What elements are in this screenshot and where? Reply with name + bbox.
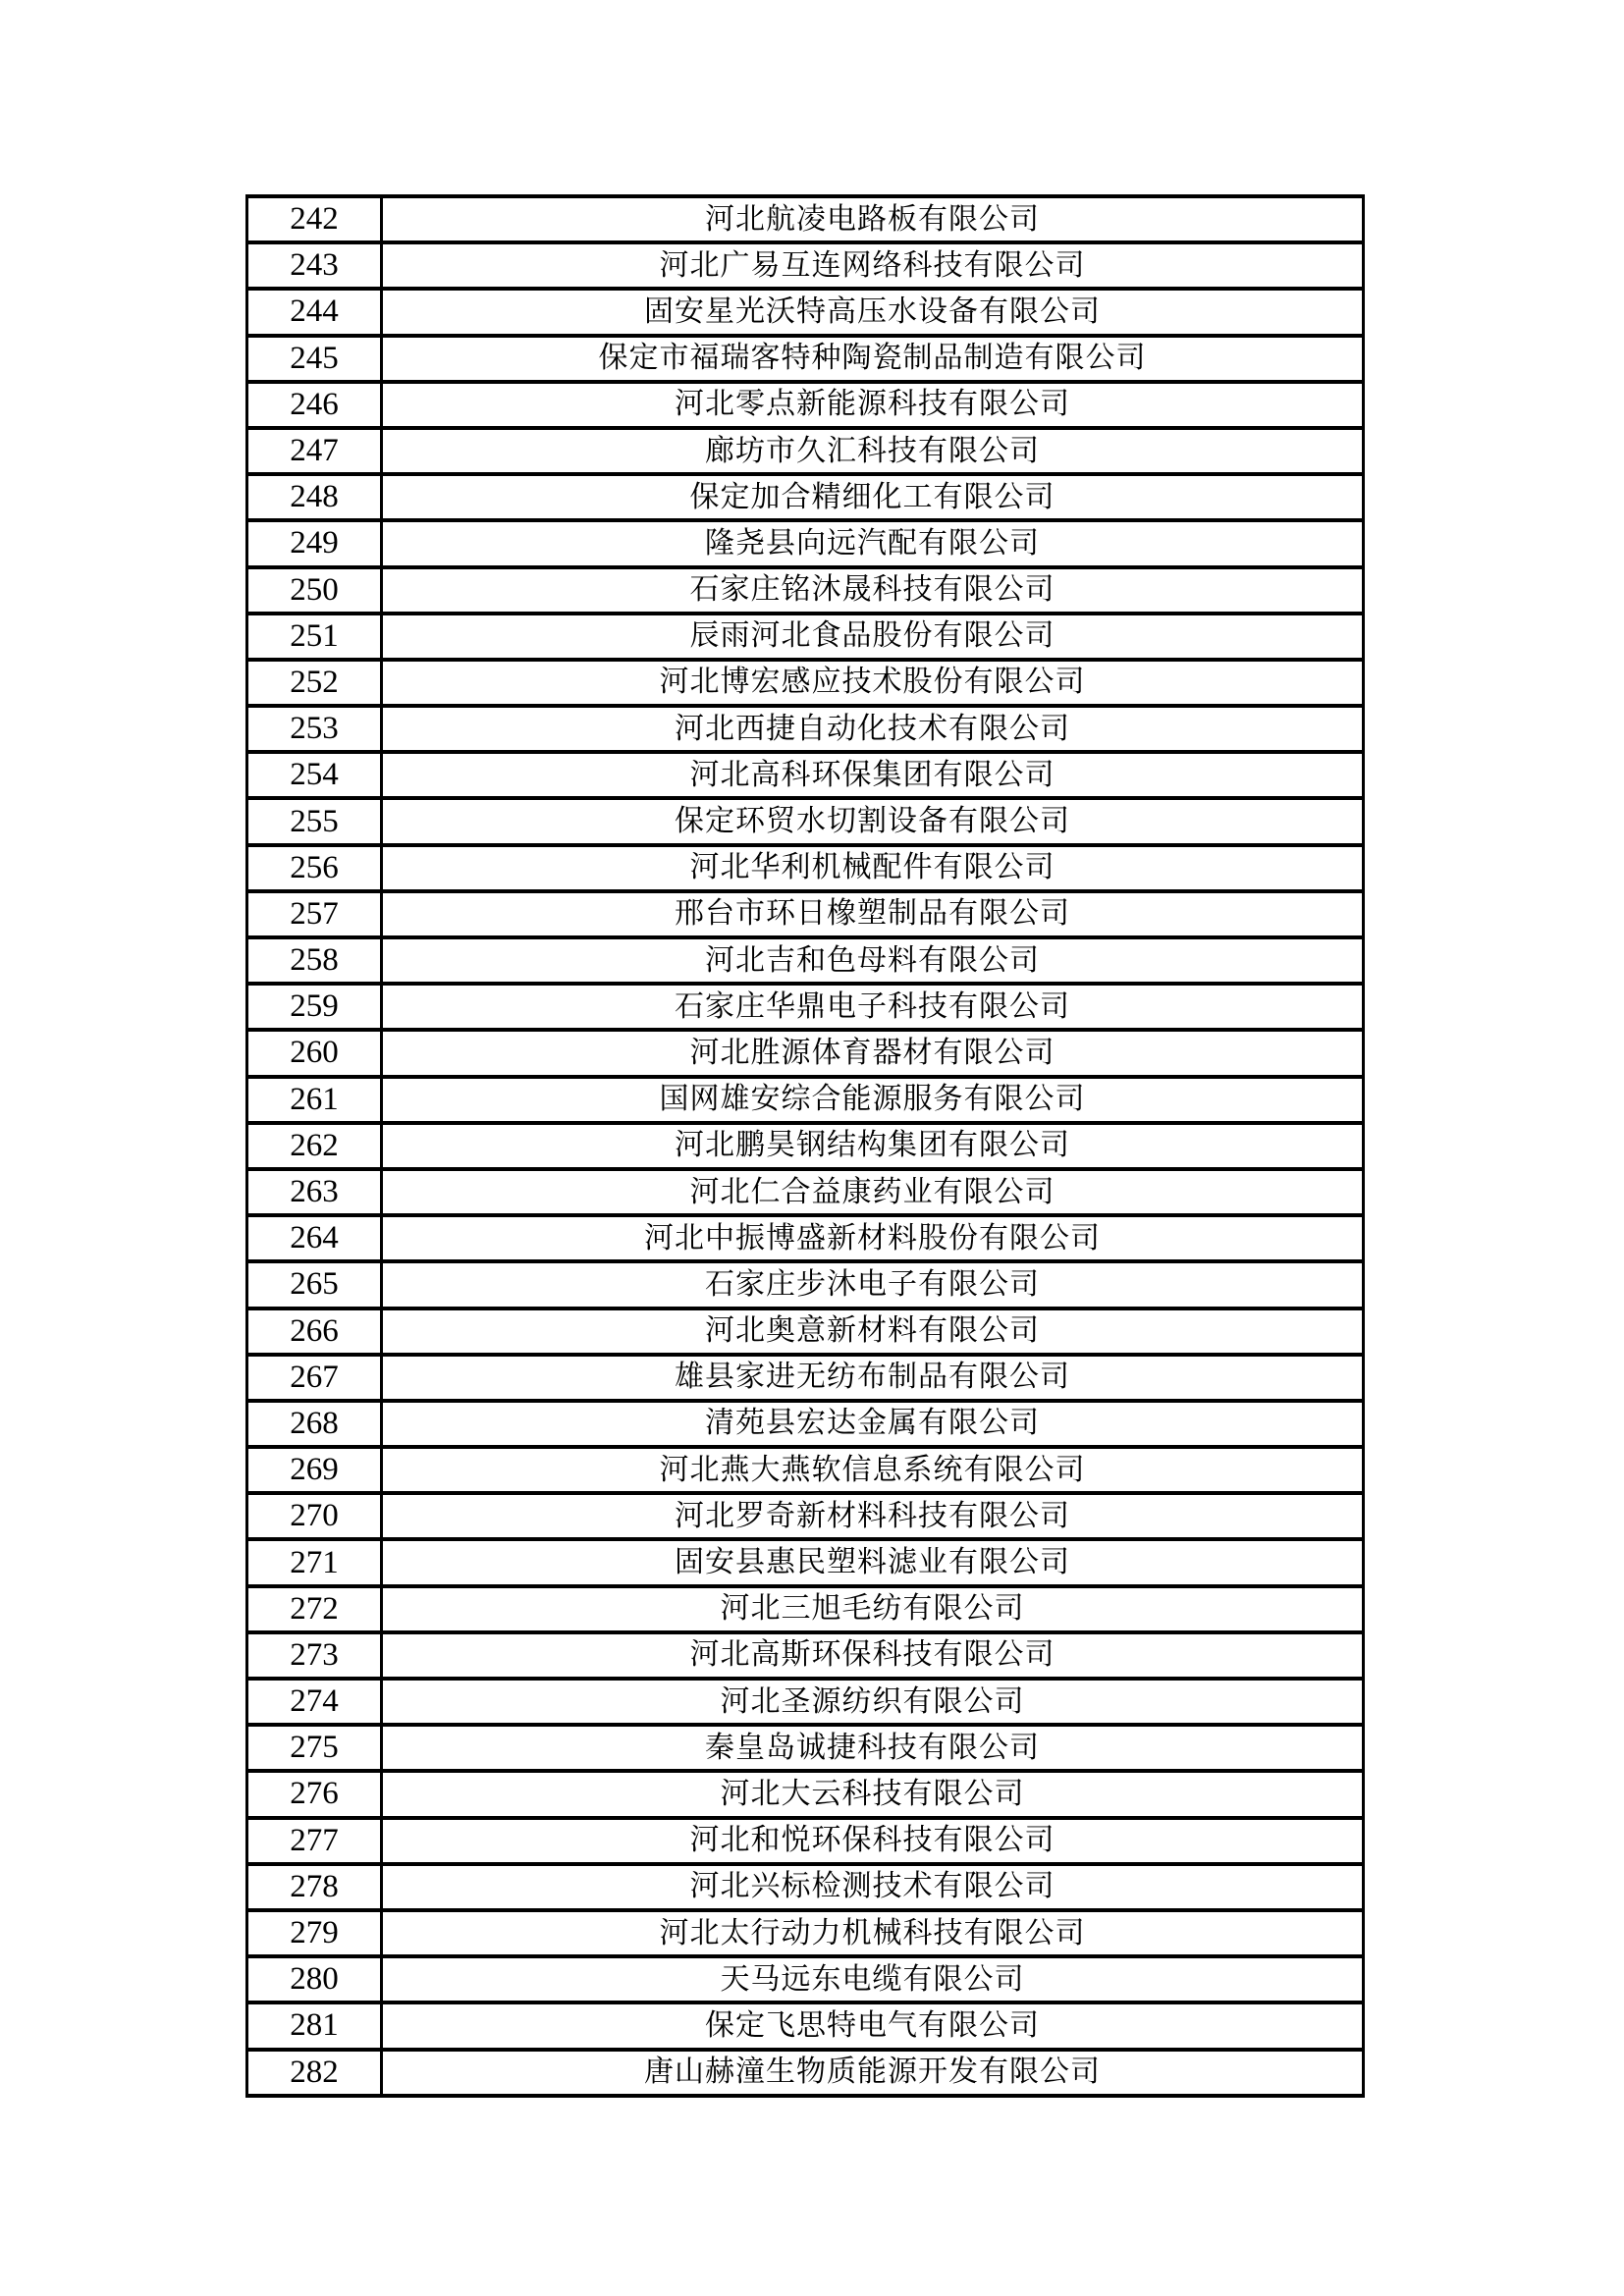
row-number-cell: 253 (247, 706, 382, 752)
table-row (247, 242, 1364, 289)
table-row (247, 798, 1364, 844)
company-name-cell: 河北仁合益康药业有限公司 (382, 1169, 1364, 1215)
row-number-cell: 263 (247, 1169, 382, 1215)
row-number-cell: 257 (247, 891, 382, 937)
row-number-cell: 269 (247, 1447, 382, 1493)
table-row (247, 289, 1364, 335)
row-number-cell: 276 (247, 1771, 382, 1817)
row-number-cell: 265 (247, 1261, 382, 1308)
company-name-cell: 雄县家进无纺布制品有限公司 (382, 1355, 1364, 1401)
table-row (247, 567, 1364, 614)
table-row (247, 1864, 1364, 1910)
table-row (247, 706, 1364, 752)
company-name-cell: 河北兴标检测技术有限公司 (382, 1864, 1364, 1910)
row-number-cell: 242 (247, 196, 382, 242)
table-row (247, 474, 1364, 520)
table-row (247, 1679, 1364, 1725)
table-row (247, 2050, 1364, 2097)
company-name-cell: 河北和悦环保科技有限公司 (382, 1818, 1364, 1864)
row-number-cell: 268 (247, 1401, 382, 1447)
company-name-cell: 河北西捷自动化技术有限公司 (382, 706, 1364, 752)
row-number-cell: 280 (247, 1956, 382, 2002)
table-row (247, 1539, 1364, 1585)
table-row (247, 1401, 1364, 1447)
table-row (247, 660, 1364, 706)
company-name-cell: 石家庄步沐电子有限公司 (382, 1261, 1364, 1308)
company-name-cell: 河北高科环保集团有限公司 (382, 752, 1364, 798)
table-row (247, 845, 1364, 891)
table-row (247, 1818, 1364, 1864)
company-name-cell: 河北奥意新材料有限公司 (382, 1308, 1364, 1355)
company-name-cell: 河北胜源体育器材有限公司 (382, 1030, 1364, 1076)
row-number-cell: 281 (247, 2002, 382, 2049)
table-row (247, 1771, 1364, 1817)
company-name-cell: 保定飞思特电气有限公司 (382, 2002, 1364, 2049)
row-number-cell: 251 (247, 614, 382, 660)
table-row (247, 2002, 1364, 2049)
row-number-cell: 267 (247, 1355, 382, 1401)
company-name-cell: 邢台市环日橡塑制品有限公司 (382, 891, 1364, 937)
company-name-cell: 唐山赫潼生物质能源开发有限公司 (382, 2050, 1364, 2097)
company-name-cell: 保定市福瑞客特种陶瓷制品制造有限公司 (382, 336, 1364, 382)
table-row (247, 336, 1364, 382)
table-row (247, 1169, 1364, 1215)
table-row (247, 1355, 1364, 1401)
company-name-cell: 石家庄华鼎电子科技有限公司 (382, 984, 1364, 1030)
row-number-cell: 246 (247, 382, 382, 428)
company-table-body (247, 196, 1364, 2096)
row-number-cell: 273 (247, 1632, 382, 1679)
row-number-cell: 271 (247, 1539, 382, 1585)
table-row (247, 1077, 1364, 1123)
company-name-cell: 河北太行动力机械科技有限公司 (382, 1910, 1364, 1956)
company-table (245, 194, 1365, 2098)
table-row (247, 1910, 1364, 1956)
table-row (247, 1215, 1364, 1261)
company-name-cell: 河北燕大燕软信息系统有限公司 (382, 1447, 1364, 1493)
row-number-cell: 260 (247, 1030, 382, 1076)
row-number-cell: 282 (247, 2050, 382, 2097)
row-number-cell: 277 (247, 1818, 382, 1864)
company-name-cell: 河北鹏昊钢结构集团有限公司 (382, 1123, 1364, 1169)
table-row (247, 1586, 1364, 1632)
company-name-cell: 清苑县宏达金属有限公司 (382, 1401, 1364, 1447)
row-number-cell: 247 (247, 428, 382, 474)
table-row (247, 1956, 1364, 2002)
company-name-cell: 河北大云科技有限公司 (382, 1771, 1364, 1817)
table-row (247, 614, 1364, 660)
company-name-cell: 河北吉和色母料有限公司 (382, 937, 1364, 984)
company-name-cell: 河北零点新能源科技有限公司 (382, 382, 1364, 428)
table-row (247, 1261, 1364, 1308)
row-number-cell: 258 (247, 937, 382, 984)
company-name-cell: 固安县惠民塑料滤业有限公司 (382, 1539, 1364, 1585)
table-row (247, 196, 1364, 242)
table-row (247, 1030, 1364, 1076)
table-row (247, 752, 1364, 798)
company-name-cell: 石家庄铭沐晟科技有限公司 (382, 567, 1364, 614)
company-name-cell: 辰雨河北食品股份有限公司 (382, 614, 1364, 660)
row-number-cell: 244 (247, 289, 382, 335)
company-name-cell: 河北华利机械配件有限公司 (382, 845, 1364, 891)
company-name-cell: 固安星光沃特高压水设备有限公司 (382, 289, 1364, 335)
table-row (247, 382, 1364, 428)
row-number-cell: 270 (247, 1493, 382, 1539)
row-number-cell: 278 (247, 1864, 382, 1910)
table-row (247, 1725, 1364, 1771)
row-number-cell: 254 (247, 752, 382, 798)
row-number-cell: 250 (247, 567, 382, 614)
row-number-cell: 261 (247, 1077, 382, 1123)
company-name-cell: 河北高斯环保科技有限公司 (382, 1632, 1364, 1679)
table-row (247, 937, 1364, 984)
row-number-cell: 249 (247, 520, 382, 566)
table-row (247, 428, 1364, 474)
table-row (247, 1308, 1364, 1355)
table-row (247, 1493, 1364, 1539)
company-name-cell: 国网雄安综合能源服务有限公司 (382, 1077, 1364, 1123)
company-name-cell: 天马远东电缆有限公司 (382, 1956, 1364, 2002)
row-number-cell: 264 (247, 1215, 382, 1261)
company-name-cell: 廊坊市久汇科技有限公司 (382, 428, 1364, 474)
company-name-cell: 保定环贸水切割设备有限公司 (382, 798, 1364, 844)
row-number-cell: 275 (247, 1725, 382, 1771)
company-name-cell: 河北航凌电路板有限公司 (382, 196, 1364, 242)
row-number-cell: 272 (247, 1586, 382, 1632)
row-number-cell: 259 (247, 984, 382, 1030)
table-row (247, 984, 1364, 1030)
company-name-cell: 河北三旭毛纺有限公司 (382, 1586, 1364, 1632)
company-name-cell: 河北广易互连网络科技有限公司 (382, 242, 1364, 289)
company-name-cell: 秦皇岛诚捷科技有限公司 (382, 1725, 1364, 1771)
row-number-cell: 262 (247, 1123, 382, 1169)
company-name-cell: 河北圣源纺织有限公司 (382, 1679, 1364, 1725)
company-name-cell: 河北博宏感应技术股份有限公司 (382, 660, 1364, 706)
row-number-cell: 256 (247, 845, 382, 891)
row-number-cell: 248 (247, 474, 382, 520)
row-number-cell: 245 (247, 336, 382, 382)
company-name-cell: 河北罗奇新材料科技有限公司 (382, 1493, 1364, 1539)
company-name-cell: 河北中振博盛新材料股份有限公司 (382, 1215, 1364, 1261)
row-number-cell: 266 (247, 1308, 382, 1355)
table-row (247, 1632, 1364, 1679)
row-number-cell: 252 (247, 660, 382, 706)
company-name-cell: 隆尧县向远汽配有限公司 (382, 520, 1364, 566)
table-row (247, 1447, 1364, 1493)
table-row (247, 520, 1364, 566)
row-number-cell: 243 (247, 242, 382, 289)
table-row (247, 1123, 1364, 1169)
row-number-cell: 255 (247, 798, 382, 844)
table-row (247, 891, 1364, 937)
row-number-cell: 279 (247, 1910, 382, 1956)
company-name-cell: 保定加合精细化工有限公司 (382, 474, 1364, 520)
row-number-cell: 274 (247, 1679, 382, 1725)
